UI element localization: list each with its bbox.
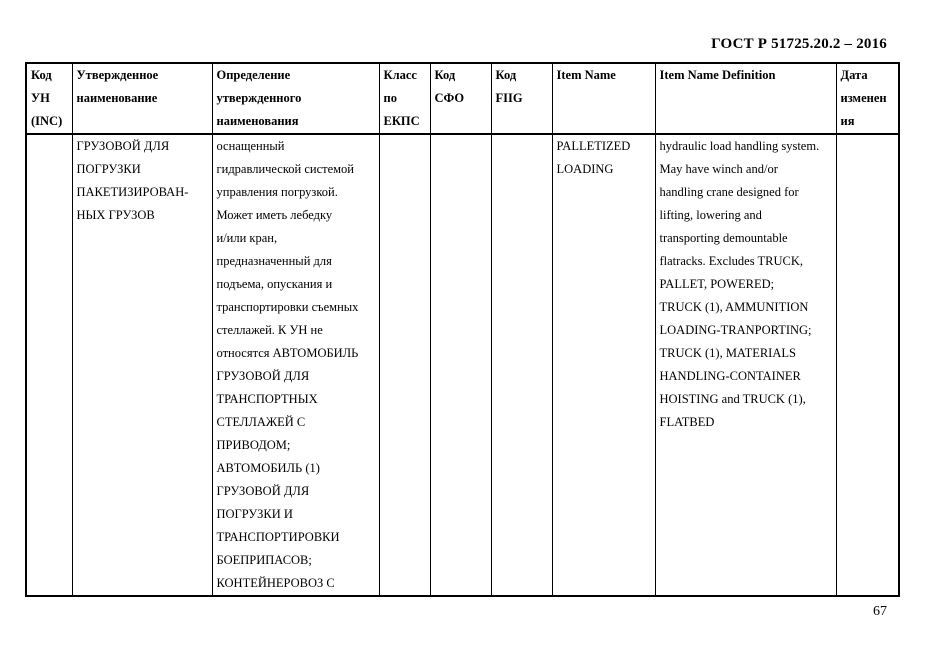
col-header-line: УН (31, 91, 50, 105)
col-header-line: изменен (840, 91, 887, 105)
col-header-line: FIIG (495, 91, 523, 105)
page-number: 67 (873, 604, 887, 619)
col-header-line: наименования (216, 114, 299, 128)
cell-approved-name (72, 134, 212, 596)
col-header-sfo-code (430, 63, 491, 134)
cell-line: ПОГРУЗКИ (76, 162, 141, 176)
cell-line: HANDLING-CONTAINER (659, 369, 801, 383)
cell-line: PALLET, POWERED; (659, 277, 775, 291)
col-header-line: утвержденного (216, 91, 302, 105)
cell-fiig-code (491, 134, 552, 596)
col-header-line: Item Name (556, 68, 616, 82)
col-header-line: Код (495, 68, 517, 82)
cell-line: ПАКЕТИЗИРОВАН- (76, 185, 189, 199)
col-header-line: ЕКПС (383, 114, 420, 128)
col-header-item-name-definition (655, 63, 836, 134)
cell-line: стеллажей. К УН не (216, 323, 323, 337)
cell-line: flatracks. Excludes TRUCK, (659, 254, 803, 268)
classification-table (25, 62, 900, 597)
cell-line: и/или кран, (216, 231, 278, 245)
cell-line: ПРИВОДОМ; (216, 438, 291, 452)
col-header-definition (212, 63, 379, 134)
col-header-line: Определение (216, 68, 291, 82)
cell-line: HOISTING and TRUCK (1), (659, 392, 806, 406)
cell-line: ТРАНСПОРТНЫХ (216, 392, 318, 406)
cell-line: ГРУЗОВОЙ ДЛЯ (216, 484, 310, 498)
col-header-line: СФО (434, 91, 465, 105)
col-header-line: Класс (383, 68, 417, 82)
col-header-item-name (552, 63, 655, 134)
cell-line: Может иметь лебедку (216, 208, 333, 222)
cell-line: оснащенный (216, 139, 285, 153)
col-header-line: Код (31, 68, 52, 82)
cell-line: подъема, опускания и (216, 277, 333, 291)
cell-line: управления погрузкой. (216, 185, 338, 199)
col-header-line: ия (840, 114, 855, 128)
cell-line: hydraulic load handling system. (659, 139, 820, 153)
header-row (26, 63, 899, 134)
cell-line: transporting demountable (659, 231, 788, 245)
cell-line: транспортировки съемных (216, 300, 359, 314)
cell-line: PALLETIZED (556, 139, 631, 153)
cell-line: FLATBED (659, 415, 715, 429)
cell-item-name-definition (655, 134, 836, 596)
col-header-line: Дата (840, 68, 868, 82)
col-header-line: Утвержденное (76, 68, 159, 82)
cell-line: гидравлической системой (216, 162, 354, 176)
cell-line: LOADING-TRANPORTING; (659, 323, 812, 337)
cell-line: АВТОМОБИЛЬ (1) (216, 461, 320, 475)
cell-line: TRUCK (1), AMMUNITION (659, 300, 809, 314)
cell-line: КОНТЕЙНЕРОВОЗ С (216, 576, 335, 590)
cell-line: May have winch and/or (659, 162, 778, 176)
cell-definition (212, 134, 379, 596)
cell-line: ГРУЗОВОЙ ДЛЯ (216, 369, 310, 383)
col-header-ekps-class (379, 63, 430, 134)
col-header-change-date (836, 63, 899, 134)
col-header-approved-name (72, 63, 212, 134)
table-row (26, 134, 899, 596)
cell-line: СТЕЛЛАЖЕЙ С (216, 415, 306, 429)
cell-line: ПОГРУЗКИ И (216, 507, 293, 521)
col-header-inc (26, 63, 72, 134)
cell-item-name (552, 134, 655, 596)
cell-line: handling crane designed for (659, 185, 799, 199)
col-header-line: Код (434, 68, 456, 82)
col-header-line: Item Name Definition (659, 68, 776, 82)
cell-line: lifting, lowering and (659, 208, 762, 222)
cell-inc (26, 134, 72, 596)
cell-ekps-class (379, 134, 430, 596)
col-header-fiig-code (491, 63, 552, 134)
cell-line: ГРУЗОВОЙ ДЛЯ (76, 139, 170, 153)
cell-line: относятся АВТОМОБИЛЬ (216, 346, 359, 360)
col-header-line: наименование (76, 91, 158, 105)
col-header-line: (INC) (31, 114, 63, 128)
cell-change-date (836, 134, 899, 596)
cell-line: TRUCK (1), MATERIALS (659, 346, 796, 360)
col-header-line: по (383, 91, 397, 105)
cell-line: предназначенный для (216, 254, 332, 268)
cell-line: НЫХ ГРУЗОВ (76, 208, 155, 222)
cell-sfo-code (430, 134, 491, 596)
cell-line: LOADING (556, 162, 614, 176)
document-header: ГОСТ Р 51725.20.2 – 2016 (711, 36, 887, 52)
cell-line: БОЕПРИПАСОВ; (216, 553, 312, 567)
cell-line: ТРАНСПОРТИРОВКИ (216, 530, 340, 544)
